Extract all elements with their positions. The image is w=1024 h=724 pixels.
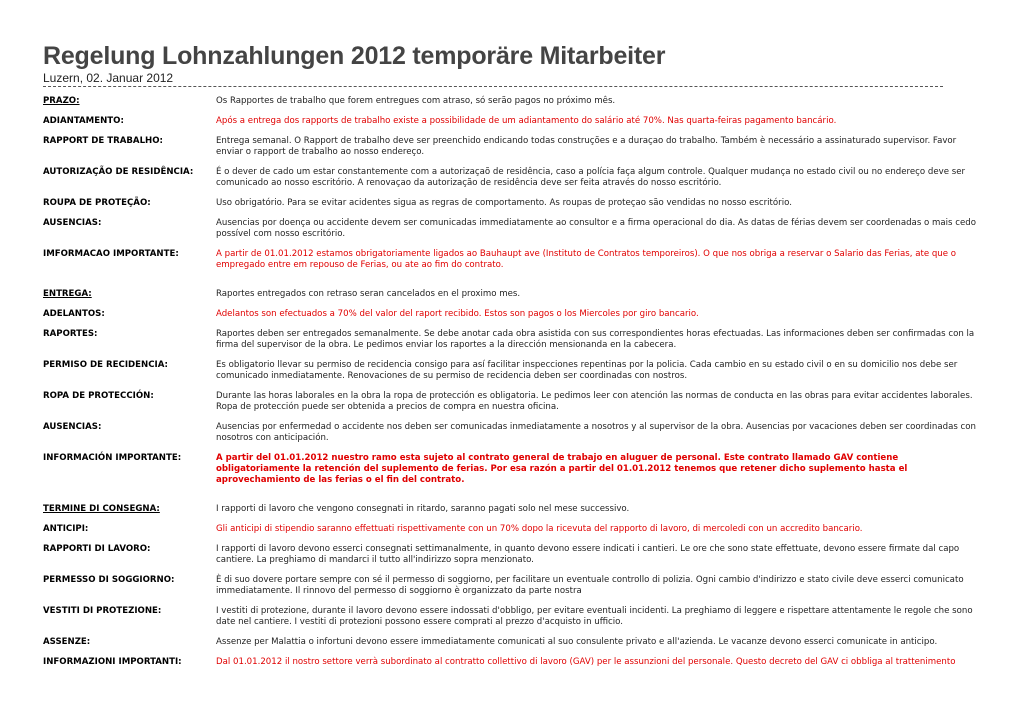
rule-label: PERMISO DE RECIDENCIA: <box>43 360 168 370</box>
rule-text: Após a entrega dos rapports de trabalho existe a possibilidade de um adiantamento do salário até 70%. Nas quarta-feiras pagamento bancário. <box>216 116 837 126</box>
rule-label: RAPPORTI DI LAVORO: <box>43 544 151 554</box>
rule-row <box>43 657 983 668</box>
rule-text: Uso obrigatório. Para se evitar acidentes sigua as regras de comportamento. As roupas de proteçao são vendidas no nosso escritório. <box>216 198 792 208</box>
rule-text: Ausencias por enfermedad o accidente nos deben ser comunicadas inmediatamente a nosotros y al supervisor de la obra. Ausencias por vacaciones deben ser coordinadas con nosotros con anticipación. <box>216 422 976 443</box>
rules-list <box>43 96 983 677</box>
rule-label: ADELANTOS: <box>43 309 105 319</box>
rule-row <box>43 167 983 189</box>
rule-text: A partir del 01.01.2012 nuestro ramo esta sujeto al contrato general de trabajo en aluguer de personal. Este contrato llamado GAV contiene obligatoriamente la retención del suplemento de ferias. Por esa razón a partir del 01.01.2012 tenemos que retener dicho suplemento hasta el aprovechamiento de las ferias o el fin del contrato. <box>216 453 908 485</box>
rule-row <box>43 329 983 351</box>
rule-text: Es obligatorio llevar su permiso de recidencia consigo para así facilitar inspecciones repentinas por la policia. Cada cambio en su estado civil o en su domicilio nos debe ser comunicado inmediatamente. Renovaciones de su permiso de recidencia deben ser coordinadas con nostros. <box>216 360 958 381</box>
dashed-divider <box>43 86 943 87</box>
rule-text: I rapporti di lavoro devono esserci consegnati settimanalmente, in quanto devono essere indicati i cantieri. Le ore che sono state effettuate, devono essere firmate dal capo cantiere. La preghiamo di mandarci il tutto all'indirizzo sopra menzionato. <box>216 544 960 565</box>
rule-label: TERMINE DI CONSEGNA: <box>43 504 160 514</box>
rule-row <box>43 504 983 515</box>
rule-label: PRAZO: <box>43 96 80 106</box>
rule-row <box>43 360 983 382</box>
rule-label: RAPORTES: <box>43 329 98 339</box>
rule-label: ENTREGA: <box>43 289 92 299</box>
rule-text: É o dever de cado um estar constantemente com a autorizaçaõ de residência, caso a polícia faça algum controle. Qualquer mudança no estado civil ou no endereço deve ser comunicado ao nosso escritório. A renovaçao da autorização de residência deve ser feita através do nosso escritório. <box>216 167 966 188</box>
rule-label: ANTICIPI: <box>43 524 89 534</box>
rule-row <box>43 575 983 597</box>
rule-text: È di suo dovere portare sempre con sé il permesso di soggiorno, per facilitare un eventuale controllo di polizia. Ogni cambio d'indirizzo e stato civile deve esserci comunicato immediatamente. Il rinnovo del permesso di soggiorno è organizzato da parte nostra <box>216 575 964 596</box>
rule-label: INFORMAZIONI IMPORTANTI: <box>43 657 182 667</box>
rule-text: Dal 01.01.2012 il nostro settore verrà subordinato al contratto collettivo di lavoro (GAV) per le assunzioni del personale. Questo decreto del GAV ci obbliga al trattenimento <box>216 657 956 667</box>
rule-text: Os Rapportes de trabalho que forem entregues com atraso, só serão pagos no próximo mês. <box>216 96 616 106</box>
rule-row <box>43 96 983 107</box>
rule-row <box>43 453 983 486</box>
rule-row <box>43 136 983 158</box>
rule-text: Ausencias por doença ou accidente devem ser comunicadas immediatamente ao consultor e a firma operacional do dia. As datas de férias devem ser coordenadas o mais cedo possível com nosso escritório. <box>216 218 976 239</box>
rule-row <box>43 198 983 209</box>
rule-label: VESTITI DI PROTEZIONE: <box>43 606 162 616</box>
rule-text: Entrega semanal. O Rapport de trabalho deve ser preenchido endicando todas construções e a duraçao do trabalho. Também è necessário a assinaturado supervisor. Favor enviar o rapport de trabalho ao nosso endereço. <box>216 136 957 157</box>
rule-label: AUTORIZAÇÃO DE RESIDÊNCIA: <box>43 167 194 177</box>
rule-text: I vestiti di protezione, durante il lavoro devono essere indossati d'obbligo, per evitare eventuali incidenti. La preghiamo di leggere e rispettare attentamente le regole che sono date nel cantiere. I vestiti di protezioni possono essere comprati al prezzo d'acquisto in ufficio. <box>216 606 973 627</box>
rule-label: ASSENZE: <box>43 637 91 647</box>
rule-text: Assenze per Malattia o infortuni devono essere immediatamente comunicati al suo consulente privato e all'azienda. Le vacanze devono esserci comunicate in anticipo. <box>216 637 938 647</box>
rule-row <box>43 422 983 444</box>
rule-row <box>43 637 983 648</box>
rule-label: PERMESSO DI SOGGIORNO: <box>43 575 175 585</box>
rule-text: A partir de 01.01.2012 estamos obrigatoriamente ligados ao Bauhaupt ave (Instituto de Contratos temporeiros). O que nos obriga a reservar o Salario das Ferias, ate que o empregado entre em repouso de Ferias, ou ate ao fim do contrato. <box>216 249 957 270</box>
rule-label: ROPA DE PROTECCIÓN: <box>43 391 154 401</box>
rule-row <box>43 391 983 413</box>
rule-label: AUSENCIAS: <box>43 218 102 228</box>
rule-row <box>43 116 983 127</box>
rule-row <box>43 524 983 535</box>
rule-label: INFORMACIÓN IMPORTANTE: <box>43 453 182 463</box>
rule-text: Adelantos son efectuados a 70% del valor del raport recibido. Estos son pagos o los Miercoles por giro bancario. <box>216 309 699 319</box>
rule-label: ADIANTAMENTO: <box>43 116 124 126</box>
rule-text: Durante las horas laborales en la obra la ropa de protección es obligatoria. Le pedimos leer con atención las normas de conducta en las obras para evitar accidentes laborales. Ropa de protección puede ser obtenida a precios de compra en nuestra oficina. <box>216 391 973 412</box>
rule-text: Gli anticipi di stipendio saranno effettuati rispettivamente con un 70% dopo la ricevuta del rapporto di lavoro, di mercoledi con un accredito bancario. <box>216 524 863 534</box>
rule-row <box>43 544 983 566</box>
rule-row <box>43 606 983 628</box>
rule-label: AUSENCIAS: <box>43 422 102 432</box>
rule-label: IMFORMACAO IMPORTANTE: <box>43 249 179 259</box>
rule-row <box>43 309 983 320</box>
page-title: Regelung Lohnzahlungen 2012 temporäre Mitarbeiter <box>43 42 666 70</box>
rule-row <box>43 249 983 271</box>
rule-row <box>43 218 983 240</box>
rule-label: ROUPA DE PROTEÇÃO: <box>43 198 151 208</box>
rule-text: I rapporti di lavoro che vengono consegnati in ritardo, saranno pagati solo nel mese successivo. <box>216 504 630 514</box>
page-subtitle: Luzern, 02. Januar 2012 <box>43 71 174 85</box>
rule-row <box>43 289 983 300</box>
rule-text: Raportes deben ser entregados semanalmente. Se debe anotar cada obra asistida con sus correspondientes horas efectuadas. Las informaciones deben ser confirmadas con la firma del supervisor de la obra. Le pedimos enviar los raportes a la dirección mensionanda en la cabecera. <box>216 329 975 350</box>
rule-label: RAPPORT DE TRABALHO: <box>43 136 163 146</box>
rule-text: Raportes entregados con retraso seran cancelados en el proximo mes. <box>216 289 521 299</box>
